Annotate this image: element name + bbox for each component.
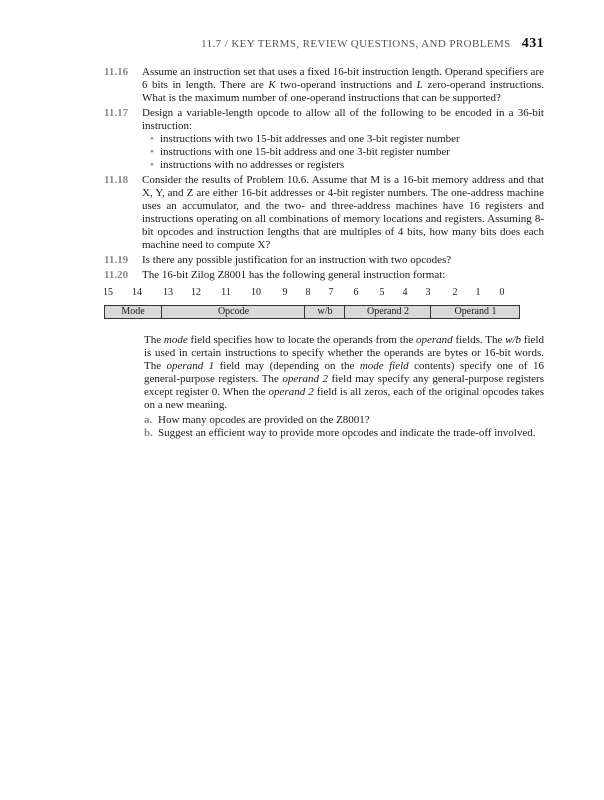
desc-text: contents) specify one of 16 general-purpose registers. The — [144, 360, 544, 385]
desc-emphasis: operand 2 — [282, 373, 329, 385]
desc-text: field is used in certain instructions to specify whether the operands are bytes or 16-bit words. The — [144, 334, 544, 372]
variable-l: L — [416, 79, 423, 91]
desc-text: fields. The — [452, 334, 506, 346]
field-opcode: Opcode — [161, 306, 305, 318]
subquestion-label: a. — [144, 414, 153, 426]
bullet-item: • instructions with two 15-bit addresses and one 3-bit register number — [150, 133, 544, 146]
desc-emphasis: operand 2 — [268, 386, 314, 398]
format-description — [144, 334, 544, 440]
problem-text: Design a variable-length opcode to allow all of the following to be encoded in a 36-bit instruction: — [142, 107, 544, 132]
bit-number: 10 — [251, 287, 261, 298]
problem-text-part: Assume an instruction set that uses a fixed 16-bit instruction length. Operand specifiers are 6 bits in length. There are — [142, 66, 544, 91]
desc-text: The — [144, 334, 164, 346]
desc-text: field may (depending on the — [214, 360, 360, 372]
problem-text-part: zero-operand instructions. What is the maximum number of one-operand instructions that can be supported? — [142, 79, 544, 104]
field-mode: Mode — [121, 306, 145, 317]
problem-number: 11.17 — [104, 107, 129, 119]
problem-11-18 — [104, 174, 544, 252]
running-head-title: 11.7 / KEY TERMS, REVIEW QUESTIONS, AND PROBLEMS — [201, 38, 511, 50]
desc-emphasis: w/b — [505, 334, 522, 346]
problem-number: 11.16 — [104, 66, 129, 78]
problem-11-16 — [104, 66, 544, 105]
field-operand-1: Operand 1 — [430, 306, 520, 318]
bullet-list — [142, 133, 544, 172]
bit-number: 9 — [282, 287, 288, 298]
bit-number: 13 — [163, 287, 173, 298]
bullet-item: • instructions with no addresses or registers — [150, 159, 544, 172]
bit-number: 14 — [132, 287, 142, 298]
subquestion-b — [144, 427, 544, 440]
desc-emphasis: operand 1 — [166, 360, 215, 372]
desc-emphasis: mode field — [359, 360, 409, 372]
running-header — [100, 36, 544, 52]
problem-text: Is there any possible justification for an instruction with two opcodes? — [142, 254, 452, 266]
problem-list — [104, 66, 544, 284]
field-operand-2: Operand 2 — [344, 306, 431, 318]
desc-text: field is all zeros, each of the original opcodes takes on a new meaning. — [144, 386, 544, 411]
problem-11-19 — [104, 254, 544, 267]
page-number: 431 — [521, 36, 544, 51]
bit-number: 1 — [475, 287, 481, 298]
problem-text — [142, 66, 544, 104]
problem-number: 11.19 — [104, 254, 129, 266]
desc-emphasis: mode — [163, 334, 188, 346]
subquestion-text: Suggest an efficient way to provide more opcodes and indicate the trade-off involved. — [158, 427, 536, 439]
bit-number: 5 — [379, 287, 385, 298]
bit-number: 7 — [328, 287, 334, 298]
variable-k: K — [268, 79, 276, 91]
problem-11-20 — [104, 269, 544, 282]
bit-number: 0 — [499, 287, 505, 298]
problem-number: 11.18 — [104, 174, 129, 186]
subquestion-a — [144, 414, 544, 427]
desc-text: field specifies how to locate the operands from the — [187, 334, 416, 346]
problem-number: 11.20 — [104, 269, 129, 281]
bit-number-row — [104, 287, 520, 301]
problem-11-17 — [104, 107, 544, 172]
subquestion-label: b. — [144, 427, 153, 439]
description-paragraph — [144, 334, 544, 412]
problem-text-part: two-operand instructions and — [275, 79, 417, 91]
bit-number: 8 — [305, 287, 311, 298]
bit-number: 11 — [221, 287, 231, 298]
bit-number: 4 — [402, 287, 408, 298]
problem-text: Consider the results of Problem 10.6. Assume that M is a 16-bit memory address and that X, Y, and Z are either 16-bit addresses or 4-bit register numbers. The one-address machine uses an accumulator, and the two- and three-address machines have 16 registers and instructions operating on all combinations of memory locations and registers. Assuming 8-bit opcodes and instruction lengths that are multiples of 4 bits, how many bits does each machine need to compute X? — [142, 174, 544, 251]
desc-emphasis: operand — [416, 334, 453, 346]
subquestion-text: How many opcodes are provided on the Z8001? — [158, 414, 370, 426]
problem-text: The 16-bit Zilog Z8001 has the following general instruction format: — [142, 269, 446, 281]
bit-number: 6 — [353, 287, 359, 298]
bit-number: 2 — [452, 287, 458, 298]
instruction-format-diagram — [104, 305, 520, 319]
desc-text: field may specify any general-purpose registers except register 0. When the — [144, 373, 544, 398]
bullet-item: • instructions with one 15-bit address and one 3-bit register number — [150, 146, 544, 159]
bit-number: 3 — [425, 287, 431, 298]
bit-number: 15 — [103, 287, 113, 298]
bit-number: 12 — [191, 287, 201, 298]
field-wb: w/b — [304, 306, 345, 318]
